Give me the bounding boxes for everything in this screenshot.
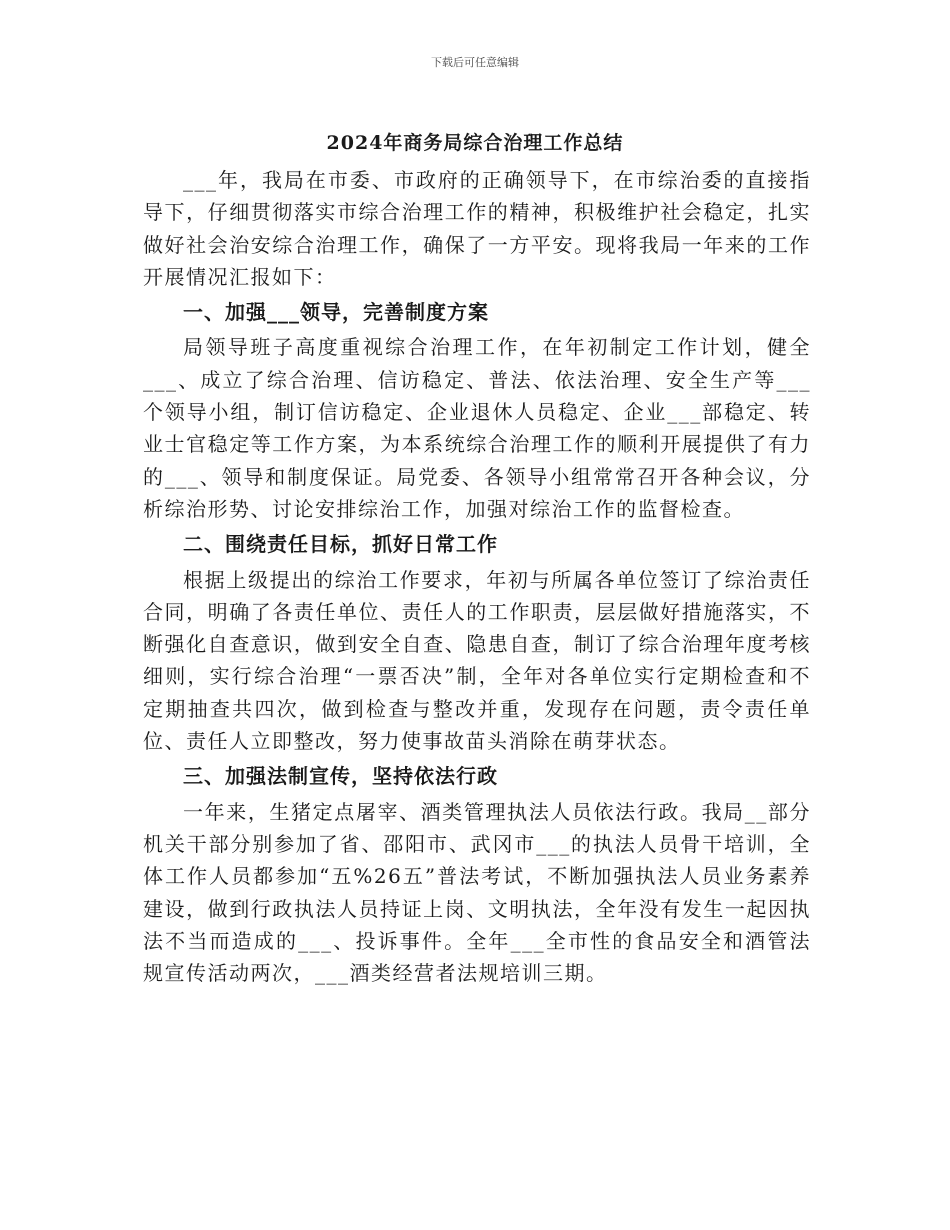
section-body-2: 根据上级提出的综治工作要求，年初与所属各单位签订了综治责任合同，明确了各责任单位、责任人的工作职责，层层做好措施落实，不断强化自查意识，做到安全自查、隐患自查，制订了综合治理年度考核细则，实行综合治理“一票否决”制，全年对各单位实行定期检查和不定期抽查共四次，做到检查与整改并重，发现存在问题，责令责任单位、责任人立即整改，努力使事故苗头消除在萌芽状态。	[143, 567, 811, 754]
document-body	[143, 164, 811, 989]
section-heading-3: 三、加强法制宣传，坚持依法行政	[183, 764, 498, 789]
intro-paragraph: ___年，我局在市委、市政府的正确领导下，在市综治委的直接指导下，仔细贯彻落实市综合治理工作的精神，积极维护社会稳定，扎实做好社会治安综合治理工作，确保了一方平安。现将我局一年来的工作开展情况汇报如下：	[143, 168, 811, 289]
section-heading-1: 一、加强___领导，完善制度方案	[183, 300, 489, 325]
section-heading-2: 二、围绕责任目标，抓好日常工作	[183, 532, 498, 557]
document-title: 2024年商务局综合治理工作总结	[326, 132, 624, 154]
section-body-1: 局领导班子高度重视综合治理工作，在年初制定工作计划，健全___、成立了综合治理、信访稳定、普法、依法治理、安全生产等___个领导小组，制订信访稳定、企业退休人员稳定、企业___部稳定、转业士官稳定等工作方案，为本系统综合治理工作的顺利开展提供了有力的___、领导和制度保证。局党委、各领导小组常常召开各种会议，分析综治形势、讨论安排综治工作，加强对综治工作的监督检查。	[143, 335, 811, 521]
section-body-3: 一年来，生猪定点屠宰、酒类管理执法人员依法行政。我局__部分机关干部分别参加了省、邵阳市、武冈市___的执法人员骨干培训，全体工作人员都参加“五%26五”普法考试，不断加强执法人员业务素养建设，做到行政执法人员持证上岗、文明执法，全年没有发生一起因执法不当而造成的___、投诉事件。全年___全市性的食品安全和酒管法规宣传活动两次，___酒类经营者法规培训三期。	[143, 799, 811, 986]
header-note: 下载后可任意编辑	[431, 56, 519, 69]
